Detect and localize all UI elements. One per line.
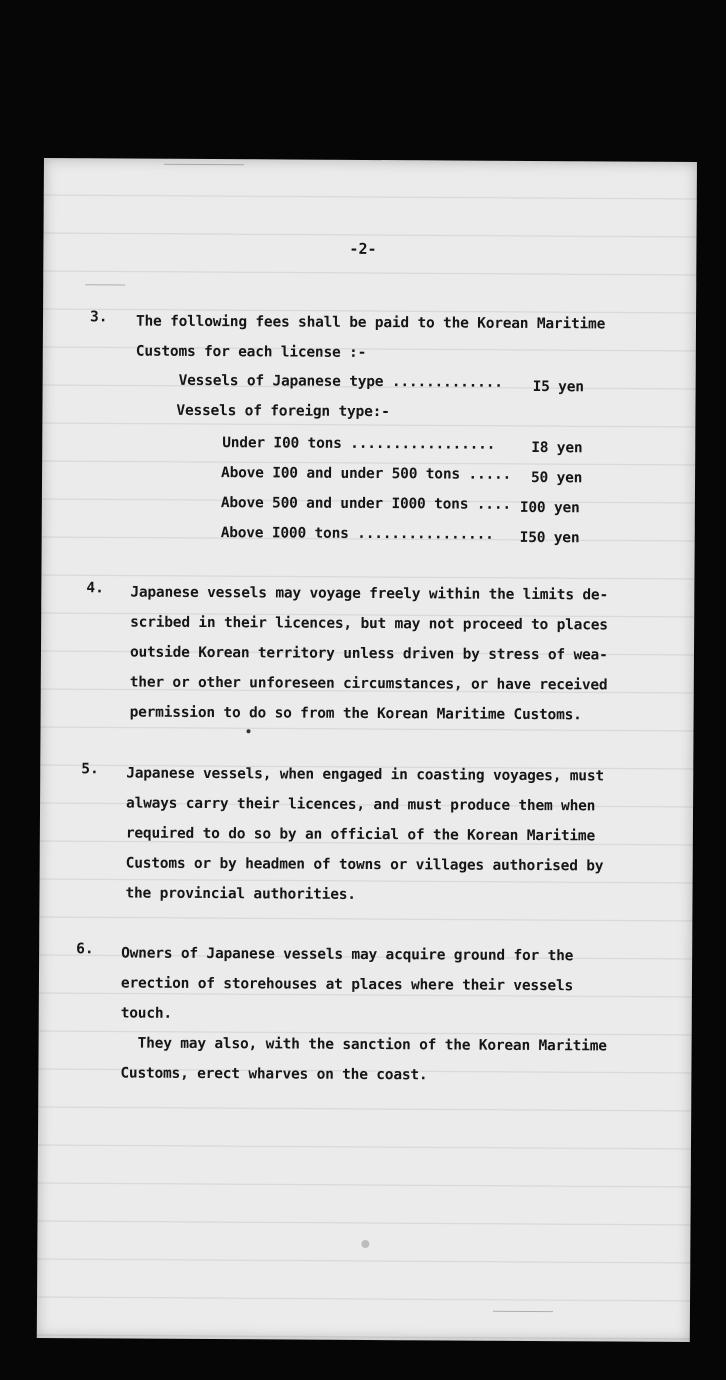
section-5-line: always carry their licences, and must produce them when [126,795,596,815]
section-6-line: erection of storehouses at places where their vessels [120,975,574,995]
section-6-line: Customs, erect wharves on the coast. [120,1065,428,1084]
typed-document-page [37,158,697,1342]
section-4-line: permission to do so from the Korean Maritime Customs. [129,704,582,724]
section-3-line: Customs for each license :- [135,343,367,361]
section-5-line: required to do so by an official of the Korean Maritime [125,825,596,845]
fee-foreign-rate-label: Above I00 and under 500 tons ..... [221,465,512,483]
section-3-line: The following fees shall be paid to the Korean Maritime [135,313,606,333]
fee-foreign-type-heading: Vessels of foreign type:- [176,402,390,421]
section-6-line: Owners of Japanese vessels may acquire ground for the [121,945,574,965]
section-5-line: the provincial authorities. [125,885,356,903]
section-6-line: touch. [120,1005,173,1022]
pencil-mark [493,1311,553,1312]
section-4-line: scribed in their licences, but may not proceed to places [130,614,608,634]
pencil-mark [164,164,244,165]
fee-foreign-rate-amount: I8 yen [531,439,583,457]
fee-japanese-type-amount: I5 yen [532,378,584,396]
fee-foreign-rate-amount: 50 yen [531,469,583,487]
section-4-line: ther or other unforeseen circumstances, or have received [129,674,608,694]
pencil-mark [85,284,125,285]
ink-speck [246,729,250,733]
ink-speck [361,1240,369,1248]
section-5-line: Japanese vessels, when engaged in coasting voyages, must [126,765,604,785]
fee-japanese-type-label: Vessels of Japanese type ............. [178,372,503,391]
section-5-line: Customs or by headmen of towns or villages authorised by [125,855,604,875]
fee-foreign-rate-amount: I50 yen [519,529,580,547]
section-number-3: 3. [89,309,108,326]
section-4-line: outside Korean territory unless driven by stress of wea- [129,644,608,664]
fee-foreign-rate-label: Under I00 tons ................. [222,435,496,453]
section-6-line: They may also, with the sanction of the Korean Maritime [120,1035,607,1055]
section-number-5: 5. [81,761,99,778]
fee-foreign-rate-amount: I00 yen [519,499,580,517]
section-number-4: 4. [86,580,104,597]
fee-foreign-rate-label: Above 500 and under I000 tons .... [220,495,511,513]
fee-foreign-rate-label: Above I000 tons ................ [220,525,494,543]
section-number-6: 6. [76,941,94,958]
section-4-line: Japanese vessels may voyage freely within the limits de- [130,584,609,604]
page-number: -2- [349,239,377,259]
